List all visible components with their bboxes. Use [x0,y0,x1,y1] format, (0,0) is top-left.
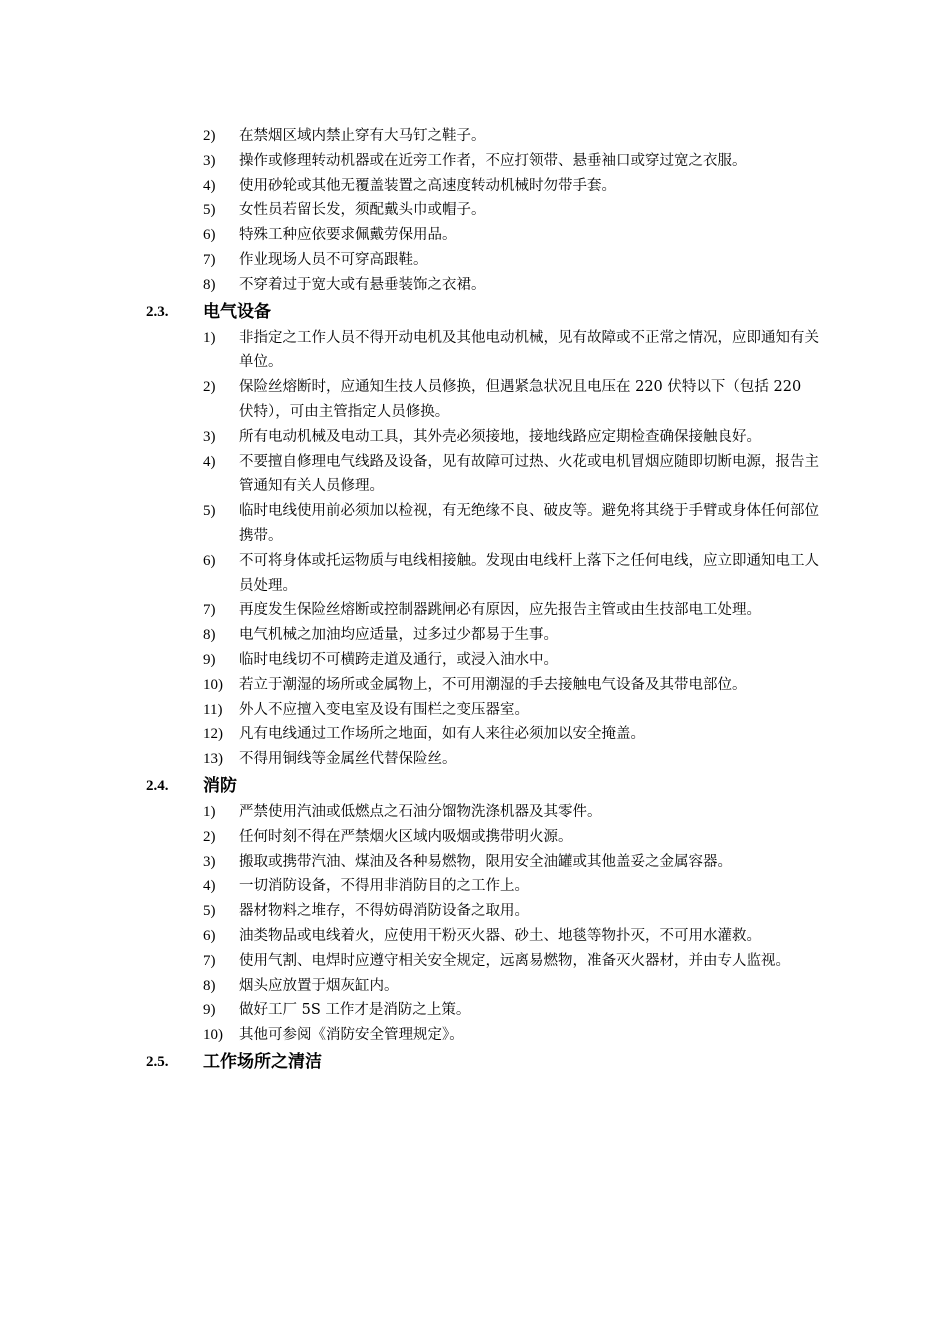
item-text: 临时电线切不可横跨走道及通行，或浸入油水中。 [239,651,558,668]
item-number: 6) [203,227,216,244]
item-text: 不得用铜线等金属丝代替保险丝。 [239,751,457,768]
section-title: 工作场所之清洁 [203,1051,322,1072]
item-text: 油类物品或电线着火，应使用干粉灭火器、砂土、地毯等物扑灭，不可用水灌救。 [239,927,761,944]
item-number: 1) [203,803,216,820]
item-text: 不要擅自修理电气线路及设备，见有故障可过热、火花或电机冒烟应随即切断电源，报告主管通知有关人员修理。 [239,453,819,495]
list-item [0,425,819,450]
section-heading-2-3 [0,298,950,326]
item-number: 10) [203,1027,223,1044]
item-number: 7) [203,251,216,268]
list-section-2-2-tail [0,124,950,298]
item-text: 搬取或携带汽油、煤油及各种易燃物，限用安全油罐或其他盖妥之金属容器。 [239,853,732,870]
list-item [0,673,819,698]
section-number: 2.3. [146,303,169,320]
item-text: 不穿着过于宽大或有悬垂装饰之衣裙。 [239,276,486,293]
item-text: 严禁使用汽油或低燃点之石油分馏物洗涤机器及其零件。 [239,803,602,820]
list-item [0,198,819,223]
item-number: 8) [203,977,216,994]
item-number: 3) [203,853,216,870]
list-item [0,223,819,248]
item-number: 10) [203,676,223,693]
item-number: 5) [203,503,216,520]
item-number: 6) [203,927,216,944]
item-number: 2) [203,379,216,396]
list-item [0,623,819,648]
list-item [0,450,819,500]
section-number: 2.4. [146,777,169,794]
item-number: 2) [203,828,216,845]
list-item [0,825,819,850]
section-title: 电气设备 [203,301,271,322]
section-heading-2-4 [0,772,950,800]
list-item [0,974,819,999]
item-text: 保险丝熔断时，应通知生技人员修换，但遇紧急状况且电压在 220 伏特以下（包括 220 伏特），可由主管指定人员修换。 [239,379,802,420]
list-item [0,924,819,949]
item-number: 4) [203,453,216,470]
item-text: 使用气割、电焊时应遵守相关安全规定，远离易燃物，准备灭火器材，并由专人监视。 [239,952,790,969]
item-text: 使用砂轮或其他无覆盖装置之高速度转动机械时勿带手套。 [239,177,616,194]
item-number: 9) [203,1002,216,1019]
item-text: 一切消防设备，不得用非消防目的之工作上。 [239,878,529,895]
list-item [0,598,819,623]
item-text: 女性员若留长发，须配戴头巾或帽子。 [239,202,486,219]
list-item [0,124,819,149]
item-number: 8) [203,276,216,293]
list-item [0,850,819,875]
list-item [0,648,819,673]
list-item [0,174,819,199]
item-number: 3) [203,152,216,169]
list-item [0,248,819,273]
item-number: 7) [203,602,216,619]
section-title: 消防 [203,775,237,796]
item-number: 9) [203,651,216,668]
list-item [0,998,819,1023]
item-text: 器材物料之堆存，不得妨碍消防设备之取用。 [239,903,529,920]
item-number: 5) [203,903,216,920]
item-number: 4) [203,177,216,194]
item-number: 11) [203,701,223,718]
list-item [0,722,819,747]
item-text: 外人不应擅入变电室及设有围栏之变压器室。 [239,701,529,718]
section-heading-2-5 [0,1048,950,1076]
section-number: 2.5. [146,1053,169,1070]
list-item [0,149,819,174]
list-item [0,949,819,974]
item-text: 作业现场人员不可穿高跟鞋。 [239,251,428,268]
item-number: 6) [203,552,216,569]
item-number: 4) [203,878,216,895]
list-item [0,800,819,825]
item-number: 5) [203,202,216,219]
item-text: 若立于潮湿的场所或金属物上，不可用潮湿的手去接触电气设备及其带电部位。 [239,676,747,693]
list-item [0,326,819,376]
item-text: 做好工厂 5S 工作才是消防之上策。 [239,1002,471,1019]
item-number: 8) [203,627,216,644]
item-number: 7) [203,952,216,969]
item-number: 13) [203,751,223,768]
item-number: 1) [203,329,216,346]
list-item [0,698,819,723]
item-text: 在禁烟区域内禁止穿有大马钉之鞋子。 [239,128,486,144]
item-text: 特殊工种应依要求佩戴劳保用品。 [239,227,457,244]
item-number: 12) [203,726,223,743]
list-item [0,1023,819,1048]
item-text: 非指定之工作人员不得开动电机及其他电动机械，见有故障或不正常之情况，应即通知有关单位。 [239,329,819,371]
document-content [0,124,950,1076]
item-text: 烟头应放置于烟灰缸内。 [239,977,399,994]
item-text: 其他可参阅《消防安全管理规定》。 [239,1027,464,1044]
list-item [0,273,819,298]
list-section-2-4 [0,800,950,1048]
item-text: 凡有电线通过工作场所之地面，如有人来往必须加以安全掩盖。 [239,726,645,743]
list-item [0,899,819,924]
list-item [0,874,819,899]
item-text: 任何时刻不得在严禁烟火区域内吸烟或携带明火源。 [239,828,573,845]
item-text: 操作或修理转动机器或在近旁工作者，不应打领带、悬垂袖口或穿过宽之衣服。 [239,152,747,169]
list-item [0,747,819,772]
item-text: 临时电线使用前必须加以检视，有无绝缘不良、破皮等。避免将其绕于手臂或身体任何部位携带。 [239,503,819,544]
list-item [0,499,819,549]
list-item [0,375,819,425]
item-text: 不可将身体或托运物质与电线相接触。发现由电线杆上落下之任何电线，应立即通知电工人员处理。 [239,552,819,594]
list-item [0,549,819,599]
item-text: 电气机械之加油均应适量，过多过少都易于生事。 [239,627,558,644]
item-number: 2) [203,128,216,144]
item-text: 再度发生保险丝熔断或控制器跳闸必有原因，应先报告主管或由生技部电工处理。 [239,602,761,619]
list-section-2-3 [0,326,950,772]
item-text: 所有电动机械及电动工具，其外壳必须接地，接地线路应定期检查确保接触良好。 [239,428,761,445]
item-number: 3) [203,428,216,445]
